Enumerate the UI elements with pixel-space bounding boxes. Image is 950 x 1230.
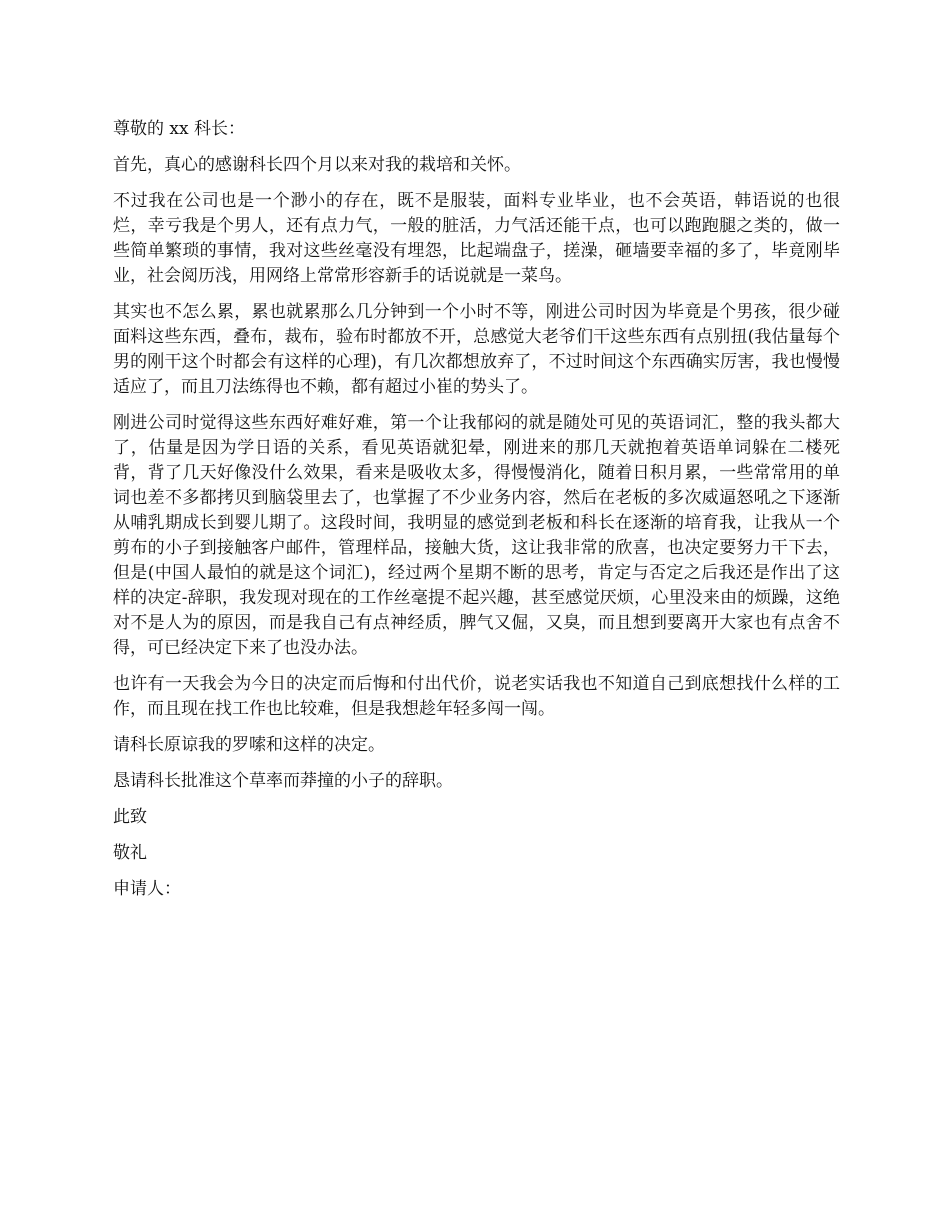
letter-document [113, 117, 840, 913]
paragraph-apology: 请科长原谅我的罗嗦和这样的决定。 [113, 735, 385, 755]
closing-line-2: 敬礼 [113, 843, 147, 863]
paragraph-decision: 刚进公司时觉得这些东西好难好难，第一个让我郁闷的就是随处可见的英语词汇，整的我头都大了，估量是因为学日语的关系，看见英语就犯晕，刚进来的那几天就抱着英语单词躲在二楼死背，背了几天好像没什么效果，看来是吸收太多，得慢慢消化，随着日积月累，一些常常用的单词也差不多都拷贝到脑袋里去了，也掌握了不少业务内容，然后在老板的多次威逼怒吼之下逐渐从哺乳期成长到婴儿期了。这段时间，我明显的感觉到老板和科长在逐渐的培育我，让我从一个剪布的小子到接触客户邮件，管理样品，接触大货，这让我非常的欣喜，也决定要努力干下去，但是(中国人最怕的就是这个词汇)，经过两个星期不断的思考，肯定与否定之后我还是作出了这样的决定-辞职，我发现对现在的工作丝毫提不起兴趣，甚至感觉厌烦，心里没来由的烦躁，这绝对不是人为的原因，而是我自己有点神经质，脾气又倔，又臭，而且想到要离开大家也有点舍不得，可已经决定下来了也没办法。 [113, 413, 840, 658]
paragraph-request: 恳请科长批准这个草率而莽撞的小子的辞职。 [113, 771, 453, 791]
paragraph-future: 也许有一天我会为今日的决定而后悔和付出代价，说老实话我也不知道自己到底想找什么样的工作，而且现在找工作也比较难，但是我想趁年轻多闯一闯。 [113, 674, 840, 719]
closing-line-1: 此致 [113, 807, 147, 827]
signature-line: 申请人： [113, 879, 181, 899]
paragraph-thanks: 首先，真心的感谢科长四个月以来对我的栽培和关怀。 [113, 155, 521, 175]
salutation: 尊敬的 xx 科长： [113, 119, 245, 139]
paragraph-work-experience: 其实也不怎么累，累也就累那么几分钟到一个小时不等，刚进公司时因为毕竟是个男孩，很少碰面料这些东西，叠布，裁布，验布时都放不开，总感觉大老爷们干这些东西有点别扭(我估量每个男的刚干这个时都会有这样的心理)，有几次都想放弃了，不过时间这个东西确实厉害，我也慢慢适应了，而且刀法练得也不赖，都有超过小崔的势头了。 [113, 302, 840, 397]
paragraph-self-description: 不过我在公司也是一个渺小的存在，既不是服装，面料专业毕业，也不会英语，韩语说的也很烂，幸亏我是个男人，还有点力气，一般的脏活，力气活还能干点，也可以跑跑腿之类的，做一些简单繁琐的事情，我对这些丝毫没有埋怨，比起端盘子，搓澡，砸墙要幸福的多了，毕竟刚毕业，社会阅历浅，用网络上常常形容新手的话说就是一菜鸟。 [113, 191, 840, 286]
